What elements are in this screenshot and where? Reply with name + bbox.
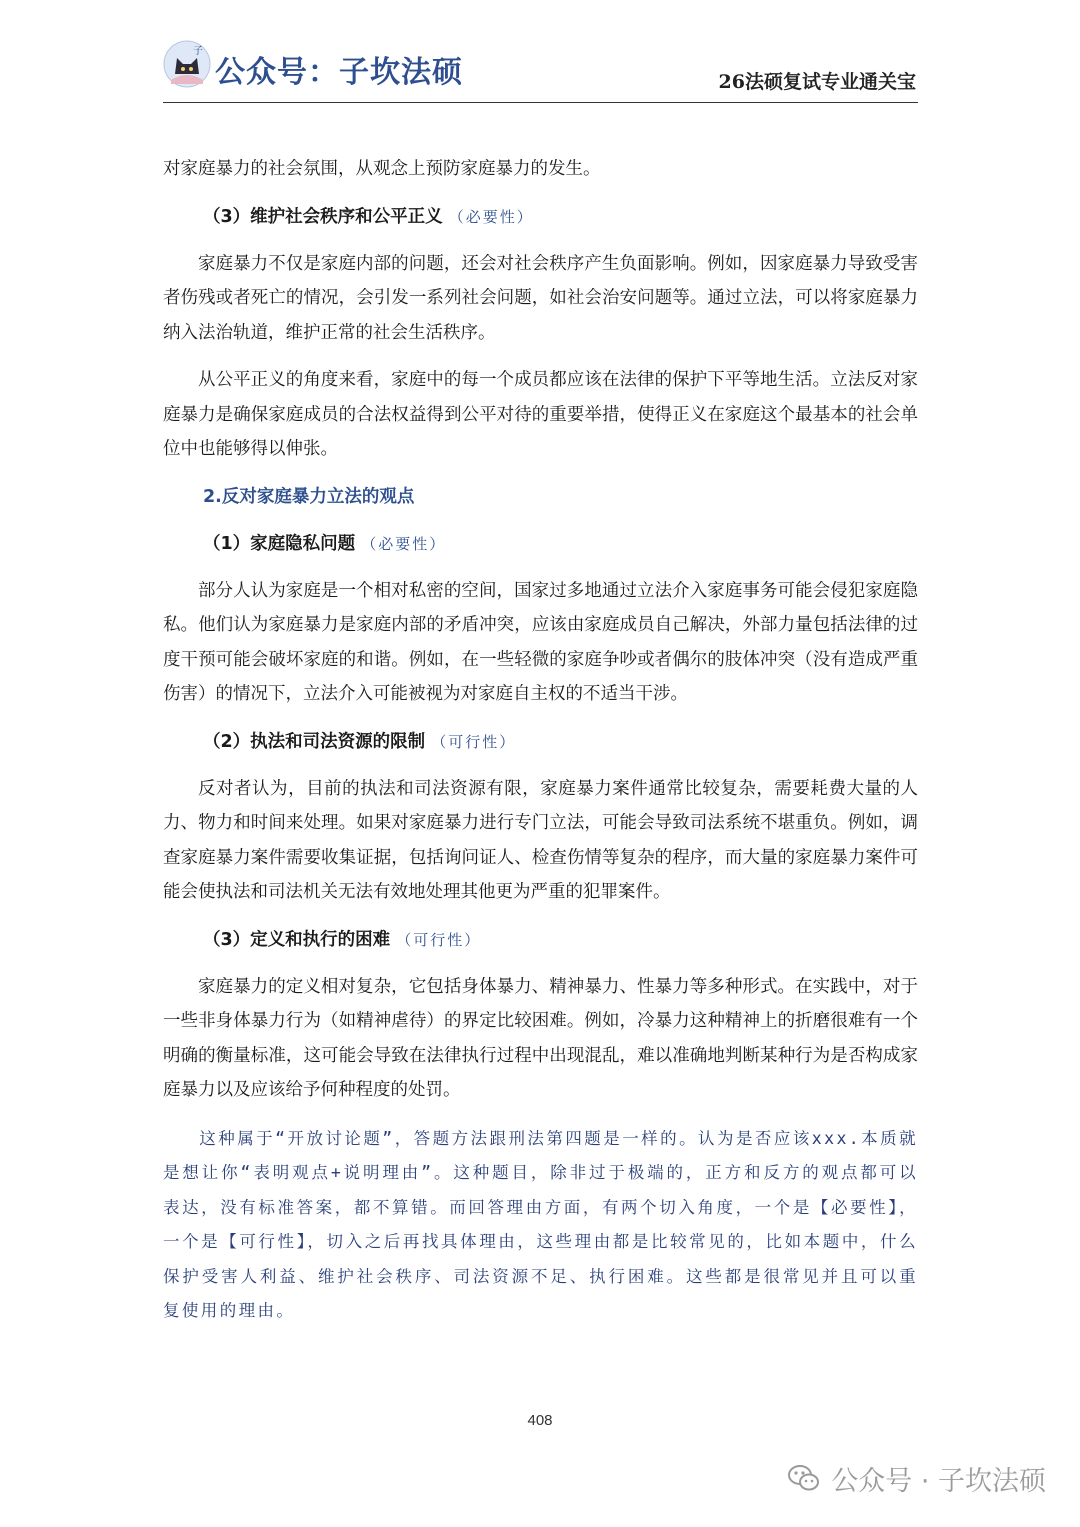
book-title: 26法硕复试专业通关宝 [718,71,916,93]
paragraph: 从公平正义的角度来看，家庭中的每一个成员都应该在法律的保护下平等地生活。立法反对家庭暴力是确保家庭成员的合法权益得到公平对待的重要举措，使得正义在家庭这个最基本的社会单位中也能够得以伸张。 [163,370,918,459]
wechat-watermark [787,1458,1046,1498]
subsection-heading: 2.反对家庭暴力立法的观点 [203,486,415,507]
paragraph: 部分人认为家庭是一个相对私密的空间，国家过多地通过立法介入家庭事务可能会侵犯家庭隐私。他们认为家庭暴力是家庭内部的矛盾冲突，应该由家庭成员自己解决，外部力量包括法律的过度干预可能会破坏家庭的和谐。例如，在一些轻微的家庭争吵或者偶尔的肢体冲突（没有造成严重伤害）的情况下，立法介入可能被视为对家庭自主权的不适当干涉。 [163,580,918,704]
paragraph: 反对者认为，目前的执法和司法资源有限，家庭暴力案件通常比较复杂，需要耗费大量的人力、物力和时间来处理。如果对家庭暴力进行专门立法，可能会导致司法系统不堪重负。例如，调查家庭暴力案件需要收集证据，包括询问证人、检查伤情等复杂的程序，而大量的家庭暴力案件可能会使执法和司法机关无法有效地处理其他更为严重的犯罪案件。 [163,778,918,902]
heading-text: （1）家庭隐私问题 [203,533,356,554]
heading-tag: （必要性） [361,534,447,553]
page-header [163,36,918,103]
heading-tag: （可行性） [431,732,517,751]
svg-text:子: 子 [193,46,203,57]
paragraph: 家庭暴力不仅是家庭内部的问题，还会对社会秩序产生负面影响。例如，因家庭暴力导致受害者伤残或者死亡的情况，会引发一系列社会问题，如社会治安问题等。通过立法，可以将家庭暴力纳入法治轨道，维护正常的社会生活秩序。 [163,253,918,343]
heading-tag: （必要性） [448,207,534,226]
heading-text: （3）维护社会秩序和公平正义 [203,206,443,227]
cat-avatar-logo [163,40,211,88]
heading-text: （2）执法和司法资源的限制 [203,731,426,752]
section-heading-2 [163,725,918,759]
paragraph: 家庭暴力的定义相对复杂，它包括身体暴力、精神暴力、性暴力等多种形式。在实践中，对于一些非身体暴力行为（如精神虐待）的界定比较困难。例如，冷暴力这种精神上的折磨很难有一个明确的衡量标准，这可能会导致在法律执行过程中出现混乱，难以准确地判断某种行为是否构成家庭暴力以及应该给予何种程度的处罚。 [163,976,918,1100]
brand-title: 公众号：子坎法硕 [215,55,463,90]
wechat-icon [787,1461,821,1495]
heading-text: （3）定义和执行的困难 [203,929,391,950]
heading-tag: （可行性） [396,930,482,949]
watermark-text: 公众号 · 子坎法硕 [831,1465,1046,1497]
section-heading-3 [163,200,918,234]
page-number: 408 [527,1412,553,1429]
handwritten-note: 这种属于“开放讨论题”，答题方法跟刑法第四题是一样的。认为是否应该xxx.本质就是想让你“表明观点+说明理由”。这种题目，除非过于极端的，正方和反方的观点都可以表达，没有标准答案，都不算错。而回答理由方面，有两个切入角度，一个是【必要性】，一个是【可行性】，切入之后再找具体理由，这些理由都是比较常见的，比如本题中，什么保护受害人利益、维护社会秩序、司法资源不足、执行困难。这些都是很常见并且可以重复使用的理由。 [163,1128,918,1320]
section-heading-3b [163,923,918,957]
page-body [163,152,918,1329]
section-heading-1 [163,527,918,561]
paragraph-continuation: 对家庭暴力的社会氛围，从观念上预防家庭暴力的发生。 [163,159,601,179]
